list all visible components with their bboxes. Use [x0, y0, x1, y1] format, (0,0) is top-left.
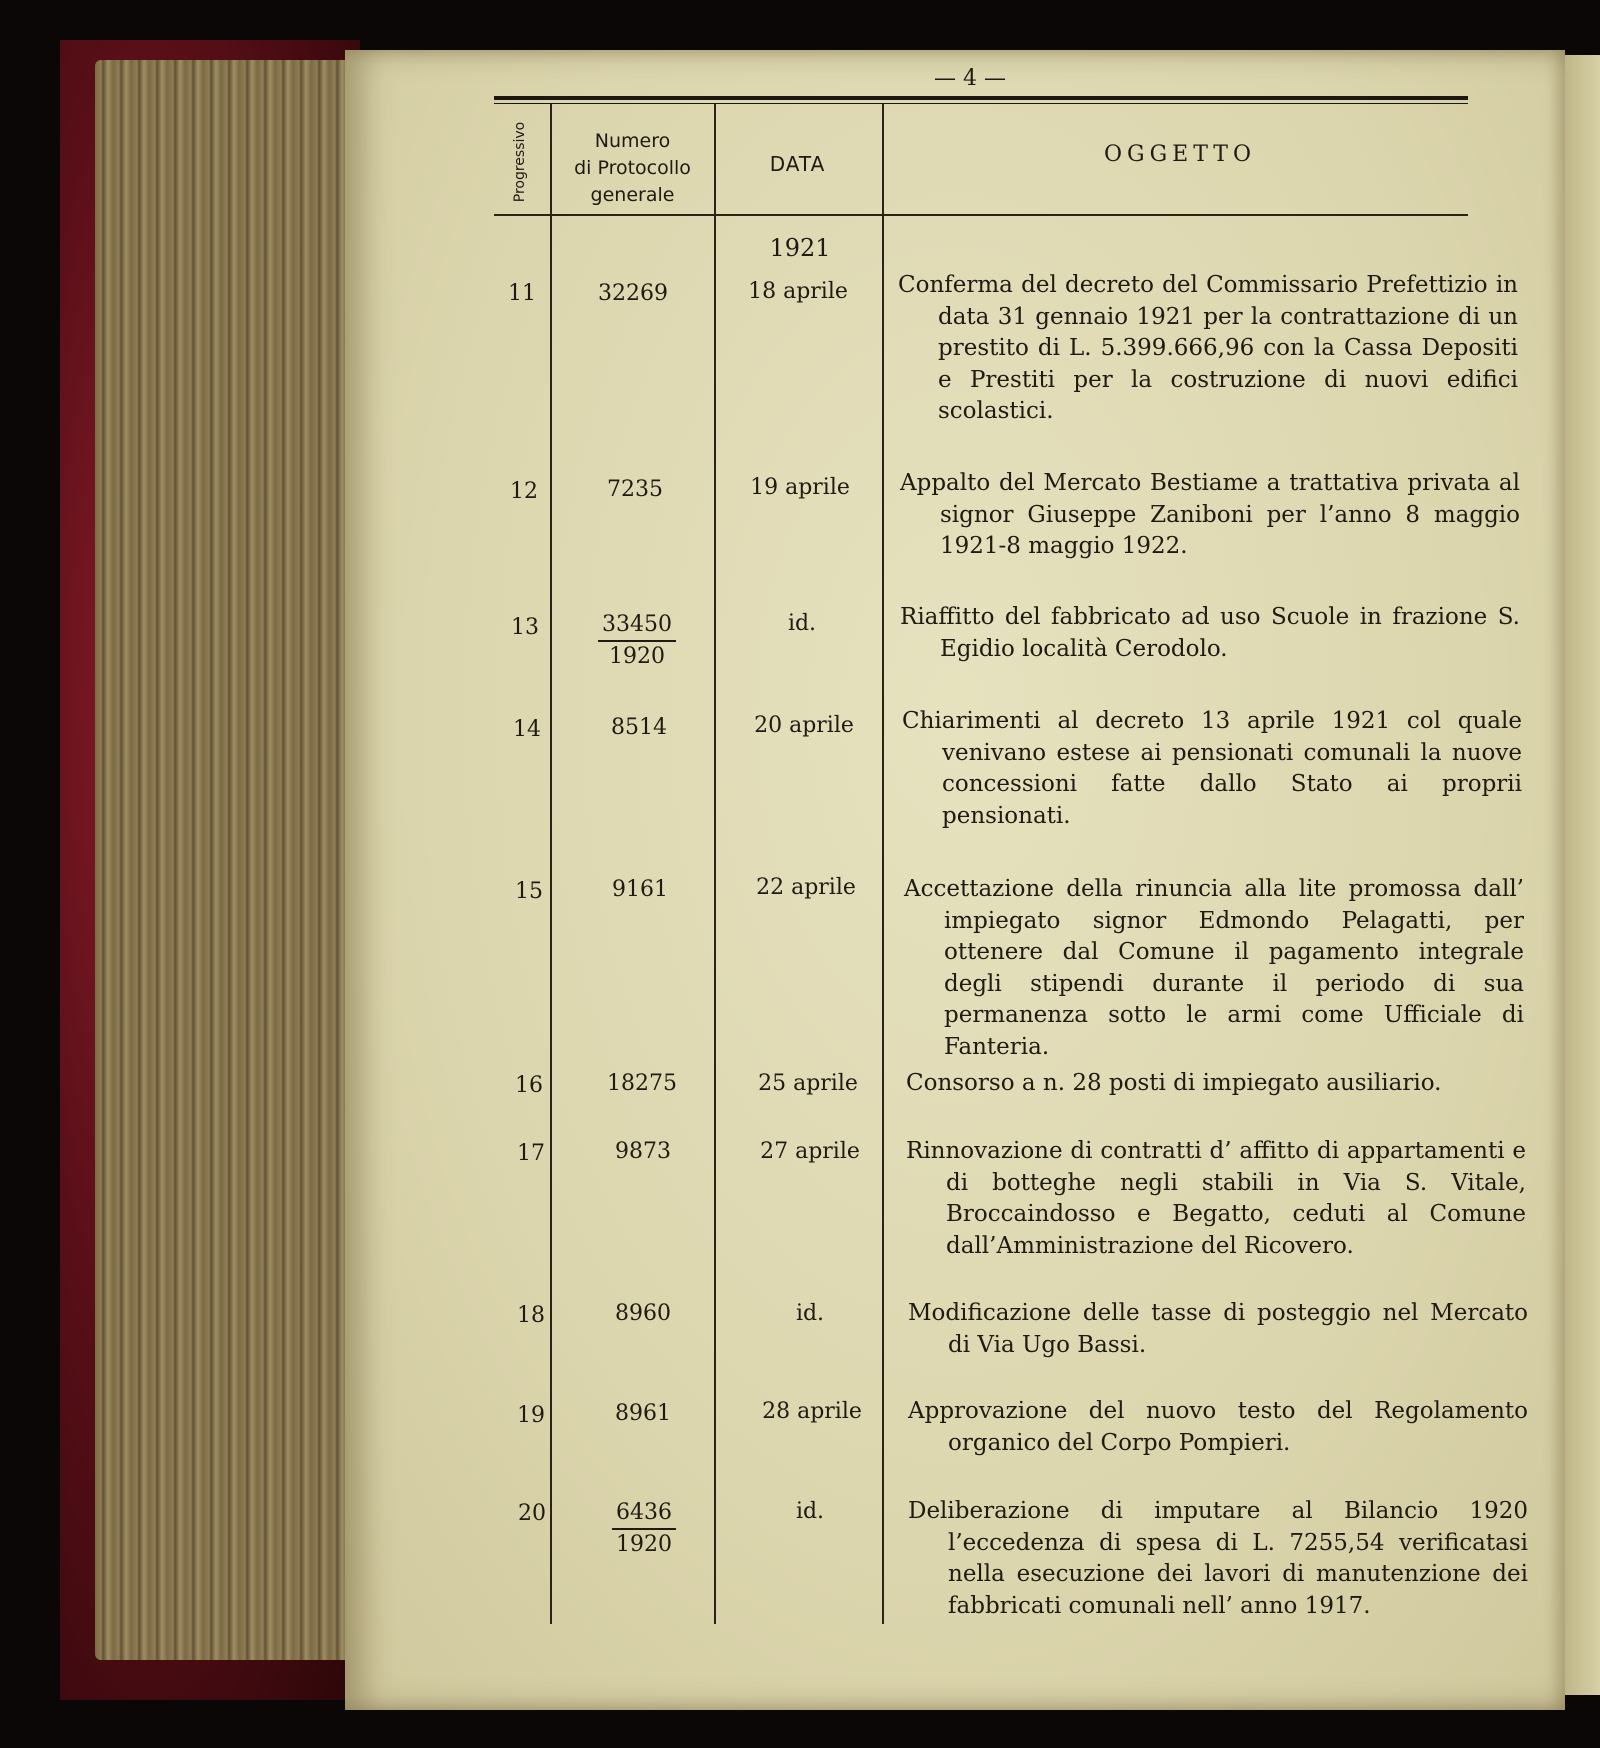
row-number: 11 [508, 281, 536, 306]
row-number: 13 [511, 615, 539, 640]
row-number: 17 [517, 1141, 545, 1166]
top-rule [494, 96, 1468, 100]
row-number: 16 [515, 1073, 543, 1098]
row-date: 22 aprile [756, 875, 856, 900]
row-date: id. [795, 1301, 825, 1326]
header-protocollo: Numero di Protocollo generale [574, 130, 691, 206]
row-number: 12 [510, 479, 538, 504]
row-date: 27 aprile [760, 1139, 860, 1164]
protocol-number: $\frac{6436}{1920}$ [574, 1498, 714, 1561]
row-date: id. [787, 611, 817, 636]
row-subject: Riaffitto del fabbricato ad uso Scuole in frazione S. Egidio località Cerodolo. [900, 604, 1520, 662]
row-number: 14 [513, 717, 541, 742]
protocol-number: $\frac{33450}{1920}$ [567, 610, 707, 673]
row-subject: Appalto del Mercato Bestiame a trattativa privata al signor Giuseppe Zaniboni per l’anno 8 maggio 1921-8 maggio 1922. [900, 470, 1520, 559]
row-date: 19 aprile [750, 475, 850, 500]
protocol-number: 9873 [615, 1139, 671, 1164]
row-number: 15 [515, 879, 543, 904]
protocol-number: 8960 [615, 1301, 671, 1326]
page-number: — 4 — [934, 66, 1006, 91]
year-label: 1921 [769, 234, 831, 262]
row-date: 25 aprile [758, 1071, 858, 1096]
row-subject: Rinnovazione di contratti d’ affitto di appartamenti e di botteghe negli stabili in Via S. Vitale, Broccaindosso e Begatto, ceduti al Comune dall’Amministrazione del Ricovero. [906, 1138, 1526, 1259]
row-date: 20 aprile [754, 713, 854, 738]
row-subject: Deliberazione di imputare al Bilancio 1920 l’eccedenza di spesa di L. 7255,54 verificatasi nella esecuzione dei lavori di manutenzione dei fabbricati comunali nell’ anno 1917. [908, 1498, 1528, 1619]
column-divider-2 [714, 104, 716, 1624]
row-subject: Modificazione delle tasse di posteggio nel Mercato di Via Ugo Bassi. [908, 1300, 1528, 1358]
protocol-number: 8514 [611, 715, 667, 740]
row-date: id. [795, 1499, 825, 1524]
row-date: 28 aprile [762, 1399, 862, 1424]
header-oggetto: OGGETTO [1103, 142, 1257, 167]
page-edges [95, 60, 365, 1660]
row-number: 19 [517, 1403, 545, 1428]
row-subject: Consorso a n. 28 posti di impiegato ausiliario. [906, 1070, 1442, 1096]
row-subject: Approvazione del nuovo testo del Regolamento organico del Corpo Pompieri. [908, 1398, 1528, 1456]
row-subject: Conferma del decreto del Commissario Prefettizio in data 31 gennaio 1921 per la contrattazione di un prestito di L. 5.399.666,96 con la Cassa Depositi e Prestiti per la costruzione di nuovi edifici scolastici. [898, 272, 1518, 424]
header-data: DATA [769, 152, 826, 176]
header-rule [494, 214, 1468, 216]
row-subject: Chiarimenti al decreto 13 aprile 1921 col quale venivano estese ai pensionati comunali la nuove concessioni fatte dallo Stato ai proprii pensionati. [902, 708, 1522, 829]
row-date: 18 aprile [748, 279, 848, 304]
protocol-number: 7235 [607, 477, 663, 502]
protocol-number: 8961 [615, 1401, 671, 1426]
row-subject: Accettazione della rinuncia alla lite promossa dall’ impiegato signor Edmondo Pelagatti, per ottenere dal Comune il pagamento integrale degli stipendi durante il periodo di sua permanenza sotto le armi come Ufficiale di Fanteria. [904, 876, 1524, 1060]
protocol-number: 18275 [607, 1071, 677, 1096]
row-number: 18 [517, 1303, 545, 1328]
header-progressivo: Progressivo [512, 121, 528, 203]
protocol-number: 9161 [612, 877, 668, 902]
top-rule-thin [494, 103, 1468, 104]
protocol-number: 32269 [598, 281, 668, 306]
row-number: 20 [518, 1501, 546, 1526]
column-divider-1 [550, 104, 552, 1624]
